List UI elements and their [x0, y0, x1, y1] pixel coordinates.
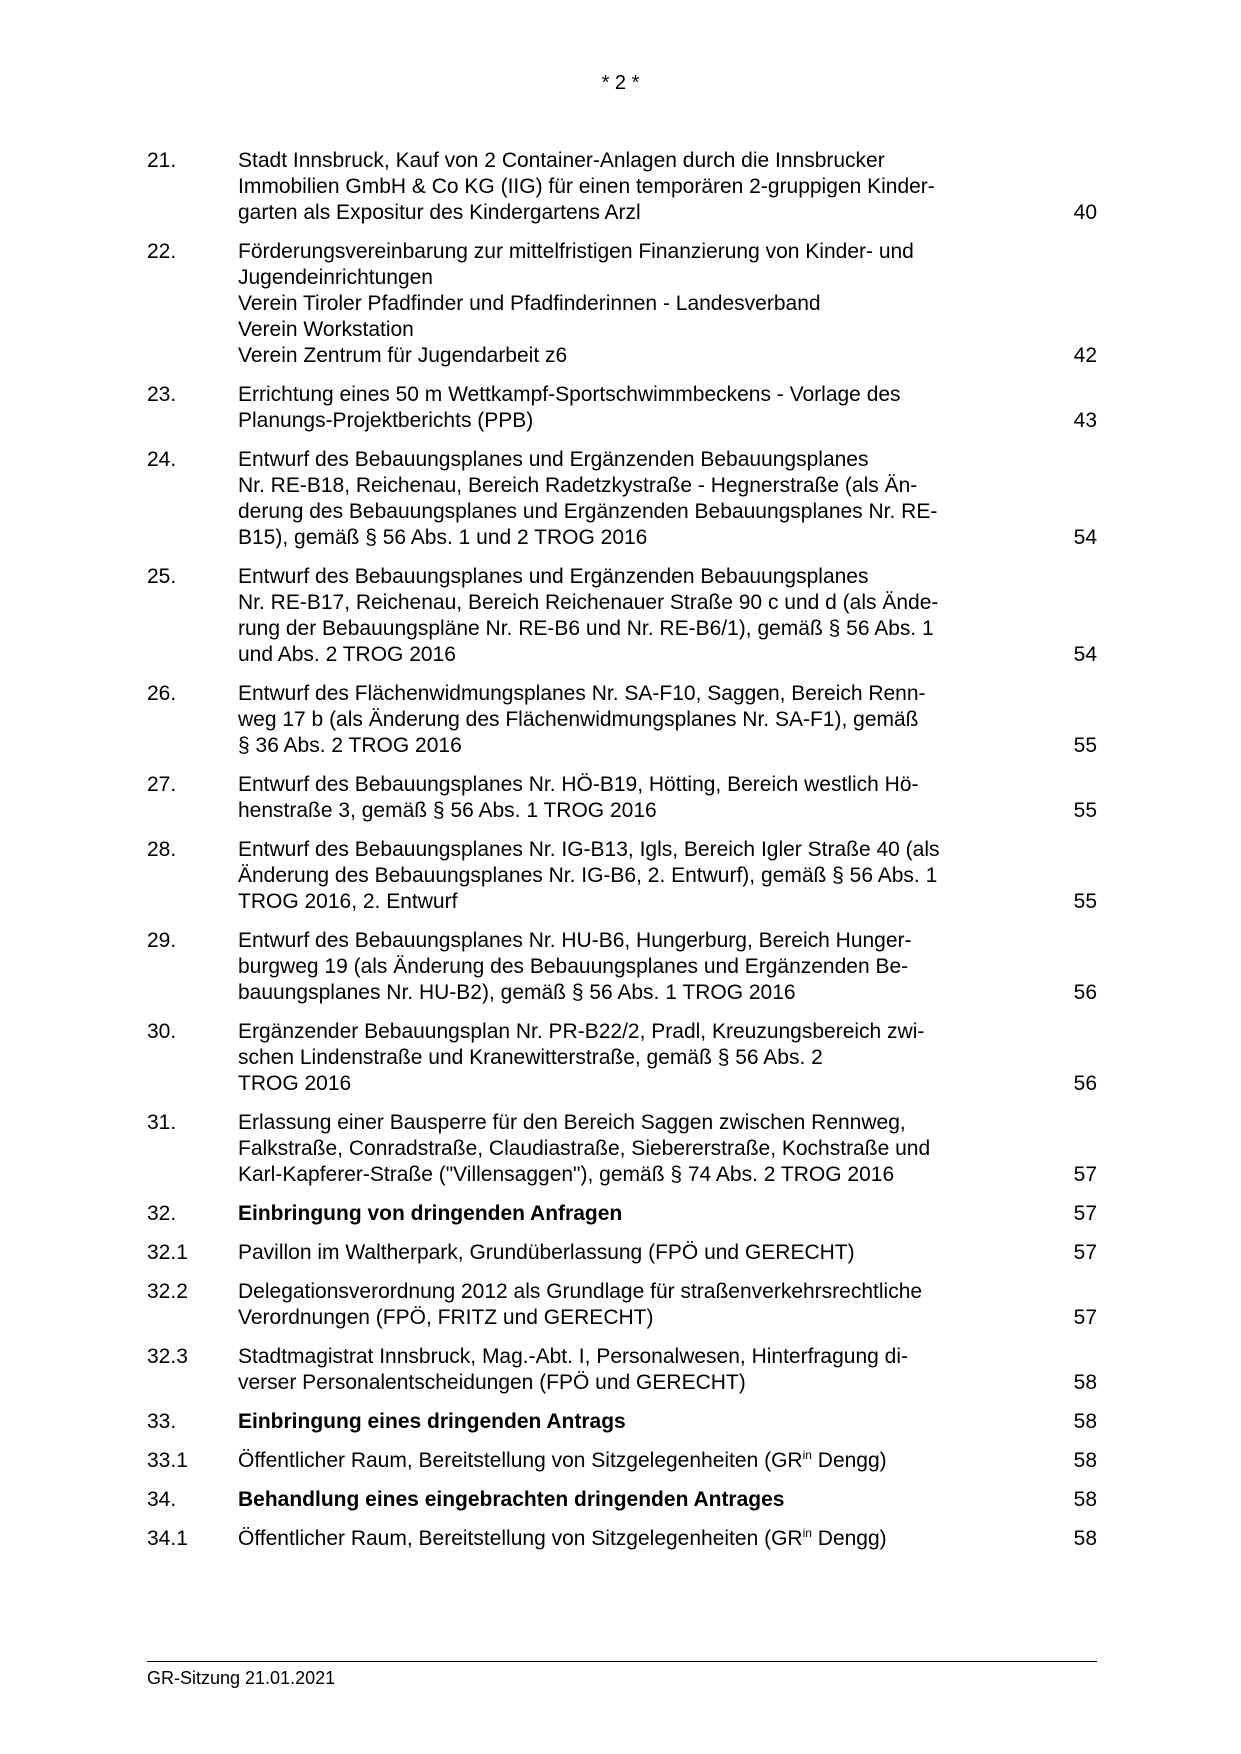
- toc-entry-title: [238, 382, 901, 434]
- toc-entry-number: 32.: [147, 1202, 177, 1225]
- toc-entry-page: 54: [1073, 526, 1097, 549]
- toc-entry-title-line: Förderungsvereinbarung zur mittelfristigen Finanzierung von Kinder- und: [238, 240, 914, 263]
- toc-entry-title-line: Entwurf des Bebauungsplanes Nr. IG-B13, Igls, Bereich Igler Straße 40 (als: [238, 838, 940, 861]
- page-number: * 2 *: [601, 72, 640, 94]
- toc-entry-page: 42: [1073, 344, 1097, 367]
- toc-entry-title-line: § 36 Abs. 2 TROG 2016: [238, 734, 462, 757]
- toc-entry-title: [238, 1526, 888, 1552]
- toc-entry-title: [238, 447, 938, 551]
- toc-entry-title-line: burgweg 19 (als Änderung des Bebauungsplanes und Ergänzenden Be-: [238, 955, 909, 978]
- toc-entry: [147, 148, 1097, 226]
- toc-entry: [147, 1240, 1097, 1266]
- toc-entry: [147, 239, 1097, 369]
- toc-entry-number: 28.: [147, 838, 177, 861]
- toc-entry-title-text: Dengg): [811, 1449, 887, 1472]
- toc-entry: [147, 564, 1097, 668]
- toc-entry-page: 43: [1073, 409, 1097, 432]
- toc-entry-title-line: TROG 2016, 2. Entwurf: [238, 890, 458, 913]
- toc-entry-title-line: Einbringung von dringenden Anfragen: [238, 1202, 623, 1225]
- toc-entry: [147, 382, 1097, 434]
- toc-entry-title-line: Errichtung eines 50 m Wettkampf-Sportschwimmbeckens - Vorlage des: [238, 383, 901, 406]
- toc-entry-title-line: Planungs-Projektberichts (PPB): [238, 409, 534, 432]
- toc-entry-title-line: Einbringung eines dringenden Antrags: [238, 1410, 626, 1433]
- toc-entry-title: [238, 1240, 888, 1266]
- toc-entry-title-line: [238, 1526, 888, 1552]
- toc-entry-title-line: rung der Bebauungspläne Nr. RE-B6 und Nr. RE-B6/1), gemäß § 56 Abs. 1: [238, 617, 934, 640]
- toc-entry-number: 31.: [147, 1111, 177, 1134]
- toc-entry-number: 24.: [147, 448, 177, 471]
- toc-entry-page: 58: [1073, 1488, 1097, 1511]
- toc-entry-title-text: Öffentlicher Raum, Bereitstellung von Sitzgelegenheiten (GR: [238, 1449, 803, 1472]
- toc-entry-title-text: Dengg): [811, 1527, 887, 1550]
- toc-entry-title: [238, 837, 940, 915]
- toc-entry-title-line: Pavillon im Waltherpark, Grundüberlassung (FPÖ und GERECHT): [238, 1241, 855, 1264]
- toc-entry-title-line: Delegationsverordnung 2012 als Grundlage für straßenverkehrsrechtliche: [238, 1280, 923, 1303]
- toc-entry-number: 29.: [147, 929, 177, 952]
- toc-entry-title: [238, 1448, 888, 1474]
- toc-entry-page: 58: [1073, 1527, 1097, 1550]
- toc-entry-page: 54: [1073, 643, 1097, 666]
- toc-entry-page: 55: [1073, 799, 1097, 822]
- toc-entry-title-line: Entwurf des Bebauungsplanes Nr. HÖ-B19, Hötting, Bereich westlich Hö-: [238, 773, 919, 796]
- toc-entry-page: 57: [1073, 1241, 1097, 1264]
- toc-entry: [147, 681, 1097, 759]
- toc-entry-title-line: Immobilien GmbH & Co KG (IIG) für einen temporären 2-gruppigen Kinder-: [238, 175, 935, 198]
- toc-entry-title-line: Entwurf des Bebauungsplanes und Ergänzenden Bebauungsplanes: [238, 565, 869, 588]
- toc-entry-number: 33.: [147, 1410, 177, 1433]
- toc-entry-title: [238, 772, 919, 824]
- toc-entry-page: 57: [1073, 1202, 1097, 1225]
- footer-divider: [147, 1661, 1097, 1662]
- toc-entry-title-line: Nr. RE-B18, Reichenau, Bereich Radetzkystraße - Hegnerstraße (als Än-: [238, 474, 918, 497]
- toc-entry-title-line: bauungsplanes Nr. HU-B2), gemäß § 56 Abs. 1 TROG 2016: [238, 981, 796, 1004]
- toc-entry-number: 34.: [147, 1488, 177, 1511]
- toc-entry-title-line: Jugendeinrichtungen: [238, 266, 433, 289]
- toc-entry-number: 32.3: [147, 1345, 188, 1368]
- toc-entry-title-line: Stadtmagistrat Innsbruck, Mag.-Abt. I, Personalwesen, Hinterfragung di-: [238, 1345, 908, 1368]
- toc-entry: [147, 1448, 1097, 1474]
- toc-entry-page: 55: [1073, 734, 1097, 757]
- toc-entry-title-line: henstraße 3, gemäß § 56 Abs. 1 TROG 2016: [238, 799, 657, 822]
- toc-entry-title-line: schen Lindenstraße und Kranewitterstraße, gemäß § 56 Abs. 2: [238, 1046, 823, 1069]
- toc-entry-page: 56: [1073, 981, 1097, 1004]
- toc-entry-title-line: Nr. RE-B17, Reichenau, Bereich Reichenauer Straße 90 c und d (als Ände-: [238, 591, 939, 614]
- toc-entry-title: [238, 1019, 925, 1097]
- toc-entry: [147, 447, 1097, 551]
- toc-entry-page: 58: [1073, 1449, 1097, 1472]
- toc-entry: [147, 1344, 1097, 1396]
- toc-entry-title: [238, 681, 926, 759]
- toc-entry-page: 56: [1073, 1072, 1097, 1095]
- toc-entry-title-line: Karl-Kapferer-Straße ("Villensaggen"), gemäß § 74 Abs. 2 TROG 2016: [238, 1163, 895, 1186]
- footer-text: GR-Sitzung 21.01.2021: [147, 1668, 336, 1688]
- toc-entry-number: 32.1: [147, 1241, 188, 1264]
- toc-entry-title-line: verser Personalentscheidungen (FPÖ und GERECHT): [238, 1371, 746, 1394]
- toc-entry-title-line: Falkstraße, Conradstraße, Claudiastraße, Siebererstraße, Kochstraße und: [238, 1137, 931, 1160]
- toc-entry-title-line: B15), gemäß § 56 Abs. 1 und 2 TROG 2016: [238, 526, 648, 549]
- toc-entry-page: 58: [1073, 1371, 1097, 1394]
- toc-entry-title: [238, 928, 912, 1006]
- toc-entry-page: 58: [1073, 1410, 1097, 1433]
- toc-entry: [147, 1409, 1097, 1435]
- toc-entry-number: 32.2: [147, 1280, 188, 1303]
- toc-entry-title-line: derung des Bebauungsplanes und Ergänzenden Bebauungsplanes Nr. RE-: [238, 500, 938, 523]
- toc-entry-title-line: Verein Workstation: [238, 318, 414, 341]
- toc-entry-number: 23.: [147, 383, 177, 406]
- toc-entry-number: 27.: [147, 773, 177, 796]
- toc-entry-title-line: Entwurf des Bebauungsplanes und Ergänzenden Bebauungsplanes: [238, 448, 869, 471]
- toc-entry-title: [238, 1201, 888, 1227]
- toc-entry-title-line: und Abs. 2 TROG 2016: [238, 643, 456, 666]
- toc-entry-title-line: Ergänzender Bebauungsplan Nr. PR-B22/2, Pradl, Kreuzungsbereich zwi-: [238, 1020, 925, 1043]
- toc-entry-title-line: Behandlung eines eingebrachten dringenden Antrages: [238, 1488, 785, 1511]
- toc-entry-title: [238, 564, 939, 668]
- toc-entry: [147, 1526, 1097, 1552]
- toc-entry-title-line: TROG 2016: [238, 1072, 352, 1095]
- toc-entry: [147, 772, 1097, 824]
- toc-entry-number: 34.1: [147, 1527, 188, 1550]
- toc-entry-title: [238, 1409, 888, 1435]
- toc-entry-number: 30.: [147, 1020, 177, 1043]
- toc-entry-title-line: Verordnungen (FPÖ, FRITZ und GERECHT): [238, 1306, 654, 1329]
- toc-entry-title-line: [238, 1448, 888, 1474]
- toc-entry-page: 57: [1073, 1163, 1097, 1186]
- toc-entry-title-line: Entwurf des Bebauungsplanes Nr. HU-B6, Hungerburg, Bereich Hunger-: [238, 929, 912, 952]
- toc-entry-title: [238, 239, 914, 369]
- toc-entry: [147, 1110, 1097, 1188]
- toc-entry-title: [238, 148, 935, 226]
- toc-entry-title-superscript: in: [802, 1526, 812, 1540]
- toc-entry-title: [238, 1344, 908, 1396]
- toc-entry-number: 22.: [147, 240, 177, 263]
- toc-entry-title-line: garten als Expositur des Kindergartens Arzl: [238, 201, 641, 224]
- toc-entry: [147, 837, 1097, 915]
- toc-entry-page: 55: [1073, 890, 1097, 913]
- toc-entry-number: 21.: [147, 149, 177, 172]
- table-of-contents: [147, 148, 1097, 1565]
- toc-entry-title-line: Stadt Innsbruck, Kauf von 2 Container-Anlagen durch die Innsbrucker: [238, 149, 885, 172]
- toc-entry-page: 40: [1073, 201, 1097, 224]
- toc-entry-page: 57: [1073, 1306, 1097, 1329]
- toc-entry-title-line: weg 17 b (als Änderung des Flächenwidmungsplanes Nr. SA-F1), gemäß: [238, 708, 919, 731]
- toc-entry-title: [238, 1110, 931, 1188]
- toc-entry-title: [238, 1487, 888, 1513]
- toc-entry-title-superscript: in: [802, 1448, 812, 1462]
- toc-entry-title-line: Verein Zentrum für Jugendarbeit z6: [238, 344, 568, 367]
- toc-entry-title-line: Erlassung einer Bausperre für den Bereich Saggen zwischen Rennweg,: [238, 1111, 906, 1134]
- toc-entry-number: 25.: [147, 565, 177, 588]
- toc-entry-title-line: Änderung des Bebauungsplanes Nr. IG-B6, 2. Entwurf), gemäß § 56 Abs. 1: [238, 864, 938, 887]
- toc-entry-number: 33.1: [147, 1449, 188, 1472]
- toc-entry-title-line: Entwurf des Flächenwidmungsplanes Nr. SA-F10, Saggen, Bereich Renn-: [238, 682, 926, 705]
- toc-entry: [147, 1487, 1097, 1513]
- toc-entry: [147, 1019, 1097, 1097]
- toc-entry-title: [238, 1279, 923, 1331]
- toc-entry-title-line: Verein Tiroler Pfadfinder und Pfadfinderinnen - Landesverband: [238, 292, 821, 315]
- toc-entry: [147, 1201, 1097, 1227]
- toc-entry: [147, 928, 1097, 1006]
- toc-entry-title-text: Öffentlicher Raum, Bereitstellung von Sitzgelegenheiten (GR: [238, 1527, 803, 1550]
- toc-entry: [147, 1279, 1097, 1331]
- toc-entry-number: 26.: [147, 682, 177, 705]
